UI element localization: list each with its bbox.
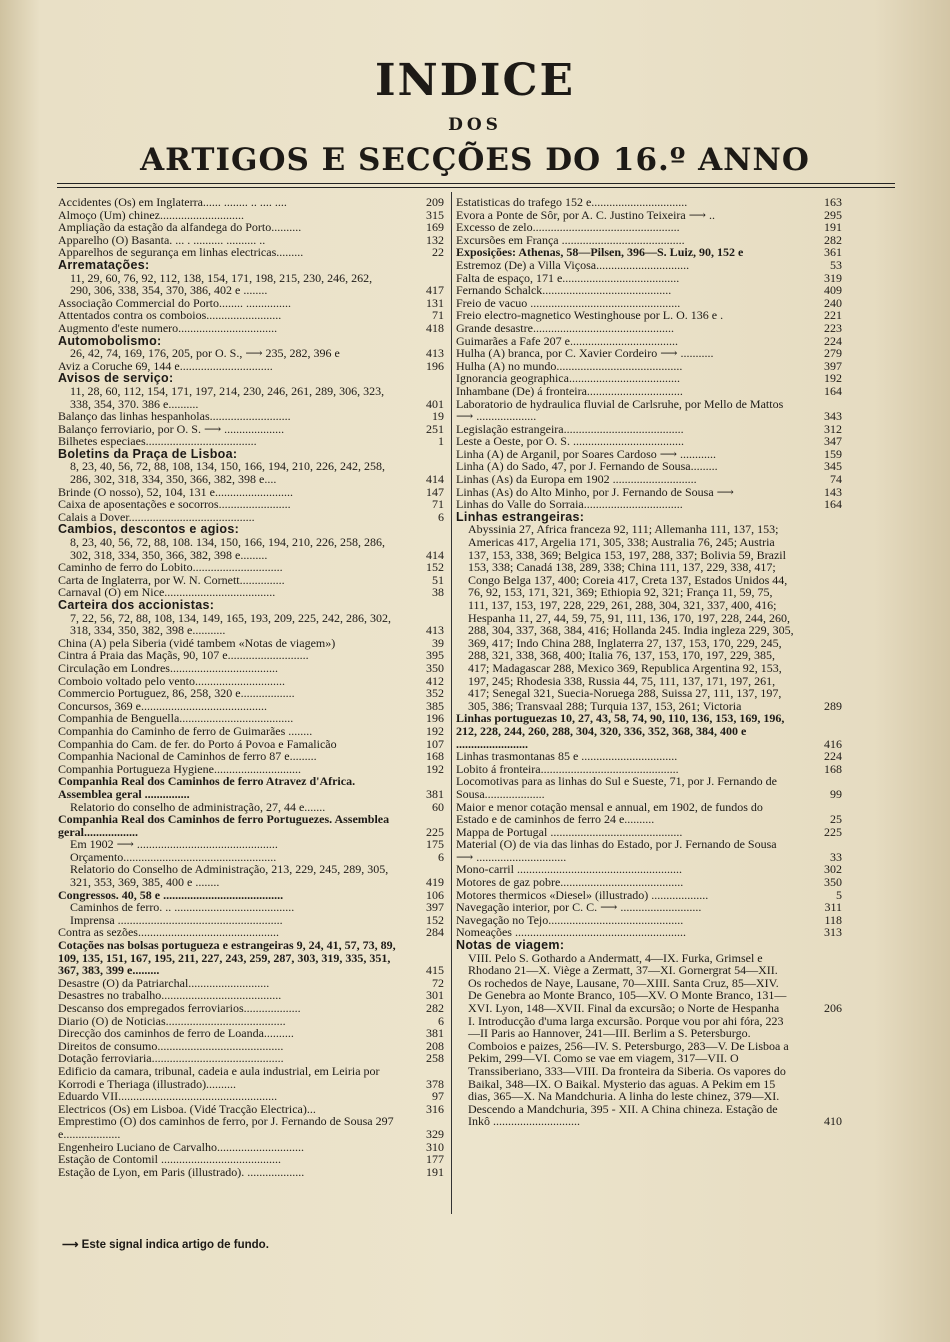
- index-entry-title: Balanço das linhas hespanholas...........................: [58, 409, 291, 424]
- index-entry-page: 191: [824, 220, 842, 235]
- index-entry: [58, 511, 444, 524]
- index-entry: [58, 1065, 444, 1090]
- index-entry-page: 310: [426, 1139, 444, 1154]
- index-entry-page: 412: [426, 673, 444, 688]
- index-entry-page: 72: [432, 975, 444, 990]
- index-entry-title: Estação de Contomil ........................................: [58, 1152, 281, 1167]
- index-entry: [456, 952, 842, 1015]
- index-entry-title: Hulha (A) branca, por C. Xavier Cordeiro ⟶ ...........: [456, 346, 714, 361]
- index-entry: [58, 612, 444, 637]
- index-entry-title: I. Introducção d'uma larga excursão. Porque vou por ahi fóra, 223—II Paris ao Hannover, 241—III. Berlim a S. Petersburgo. Comboios e paizes, 256—IV. S. Petersburgo, 283—V. De Lisboa a Pekim, 299—VI. Como se vae em viagem, 317—VII. O Transsiberiano, 333—VIII. Da fronteira da Siberia. Os vapores do Baikal, 348—IX. O Baikal. Mysterio das aguas. A Pekim em 15 dias, 365—X. Na Mandchuria. A linha do leste chinez, 379—XI. Descendo a Mandchuria, 395 - XII. A China chineza. Estação de Inkô .............................: [468, 1013, 789, 1129]
- index-entry-page: 192: [824, 371, 842, 386]
- index-entry-title: Contra as sezões...............................................: [58, 925, 279, 940]
- index-entry: [58, 246, 444, 259]
- index-entry-page: 414: [426, 547, 444, 562]
- index-entry-title: Linha (A) do Sado, 47, por J. Fernando de Sousa.........: [456, 459, 718, 474]
- index-entry-title: Evora a Ponte de Sôr, por A. C. Justino Teixeira ⟶ ..: [456, 207, 715, 222]
- index-entry-title: Descanso dos empregados ferroviarios...................: [58, 1001, 301, 1015]
- index-entry-title: Ampliação da estação da alfandega do Porto..........: [58, 220, 302, 235]
- index-entry-title: Legislação estrangeira........................................: [456, 421, 684, 436]
- index-entry-page: 164: [824, 383, 842, 398]
- index-entry-title: Companhia Real dos Caminhos de ferro Atravez d'Africa. Assemblea geral ...............: [58, 774, 356, 801]
- index-entry: [58, 586, 444, 599]
- index-entry-page: 225: [824, 824, 842, 839]
- index-entry-title: Augmento d'este numero.................................: [58, 320, 278, 335]
- index-entry-title: Estremoz (De) a Villa Viçosa...............................: [456, 257, 690, 272]
- index-entry-page: 397: [426, 900, 444, 915]
- index-section-heading: Cambios, descontos e agios:: [58, 522, 240, 537]
- index-entry-page: 284: [426, 925, 444, 940]
- index-entry-page: 192: [426, 723, 444, 738]
- index-entry-title: Navegação interior, por C. C. ⟶ ...........................: [456, 900, 702, 915]
- index-entry-page: 289: [824, 698, 842, 713]
- title-subtitle: ARTIGOS E SECÇÕES DO 16.º ANNO: [140, 142, 810, 178]
- index-entry-page: 168: [426, 749, 444, 764]
- index-entry-page: 225: [426, 824, 444, 839]
- index-entry-page: 106: [426, 887, 444, 902]
- index-entry-title: Aviz a Coruche 69, 144 e...............................: [58, 358, 273, 373]
- index-entry-page: 99: [830, 786, 842, 801]
- index-entry-page: 71: [432, 308, 444, 323]
- index-entry-page: 258: [426, 1051, 444, 1066]
- index-entry-page: 147: [426, 484, 444, 499]
- index-entry: [58, 863, 444, 888]
- index-entry-title: Direcção dos caminhos de ferro de Loanda..........: [58, 1026, 294, 1041]
- index-entry-page: 53: [830, 257, 842, 272]
- index-entry: [58, 272, 444, 297]
- index-entry-title: Bilhetes especiaes.....................................: [58, 434, 257, 449]
- index-entry-page: 163: [824, 195, 842, 209]
- index-entry: [456, 775, 842, 800]
- index-entry: [58, 939, 444, 977]
- index-entry-title: 11, 28, 60, 112, 154, 171, 197, 214, 230, 246, 261, 289, 306, 323, 338, 354, 370. 386 e..........: [70, 383, 385, 411]
- index-entry-title: Cotações nas bolsas portugueza e estrangeiras 9, 24, 41, 57, 73, 89, 109, 135, 151, 167, 195, 211, 227, 243, 259, 287, 303, 319, 335, 351, 367, 383, 399 e.........: [58, 938, 396, 978]
- index-entry-title: Diario (O) de Noticias........................................: [58, 1013, 286, 1028]
- index-entry-page: 107: [426, 736, 444, 751]
- index-entry-title: 26, 42, 74, 169, 176, 205, por O. S., ⟶ 235, 282, 396 e: [70, 346, 340, 361]
- index-entry-title: Exposições: Athenas, 58—Pilsen, 396—S. Luiz, 90, 152 e: [456, 245, 744, 260]
- index-entry-page: 152: [426, 912, 444, 927]
- index-entry-title: Desastres no trabalho........................................: [58, 988, 282, 1003]
- index-entry-page: 223: [824, 320, 842, 335]
- index-entry-title: Caixa de aposentações e socorros........................: [58, 497, 291, 512]
- index-entry: [58, 360, 444, 373]
- index-entry: [456, 498, 842, 511]
- index-entry-page: 71: [432, 497, 444, 512]
- index-section-heading: Carteira dos accionistas:: [58, 598, 215, 612]
- index-entry-title: Cintra á Praia das Maçãs, 90, 107 e...........................: [58, 648, 309, 663]
- title-dos: DOS: [448, 115, 502, 135]
- index-entry: [456, 398, 842, 423]
- index-entry-page: 60: [432, 799, 444, 814]
- index-entry-page: 301: [426, 988, 444, 1003]
- index-entry-page: 416: [824, 736, 842, 751]
- index-entry-page: 221: [824, 308, 842, 323]
- index-entry-page: 352: [426, 686, 444, 701]
- index-entry-page: 192: [426, 761, 444, 776]
- index-entry-page: 381: [426, 1026, 444, 1041]
- index-entry-page: 191: [426, 1164, 444, 1179]
- index-entry-page: 33: [830, 849, 842, 864]
- index-entry: [456, 926, 842, 939]
- index-entry-page: 6: [438, 509, 444, 524]
- index-entry-title: Linhas portuguezas 10, 27, 43, 58, 74, 90, 110, 136, 153, 169, 196, 212, 228, 244, 260, 288, 304, 320, 336, 352, 368, 384, 400 e ........................: [456, 711, 785, 751]
- index-entry: [456, 712, 842, 750]
- index-entry-title: Brinde (O nosso), 52, 104, 131 e..........................: [58, 484, 293, 499]
- index-entry-title: Freio electro-magnetico Westinghouse por L. O. 136 e .: [456, 308, 724, 323]
- index-entry-page: 168: [824, 761, 842, 776]
- index-entry-page: 279: [824, 346, 842, 361]
- index-entry-title: Nomeações .........................................................: [456, 925, 686, 940]
- index-entry: [58, 1115, 444, 1140]
- index-entry-page: 118: [824, 912, 842, 927]
- index-entry-page: 25: [830, 812, 842, 827]
- index-entry-title: Mappa de Portugal ............................................: [456, 824, 683, 839]
- index-entry-page: 343: [824, 409, 842, 424]
- index-entry-title: Concursos, 369 e..........................................: [58, 698, 267, 713]
- index-entry-title: Grande desastre...............................................: [456, 320, 674, 335]
- index-section-heading: Notas de viagem:: [456, 938, 565, 953]
- index-entry-title: Caminhos de ferro. .. ........................................: [70, 900, 295, 915]
- header-rule-thin: [57, 187, 895, 188]
- index-column-left: [58, 196, 444, 1178]
- index-entry-title: Circulação em Londres....................................: [58, 660, 278, 675]
- index-entry-page: 350: [824, 875, 842, 890]
- index-entry-title: Electricos (Os) em Lisboa. (Vidé Tracção Electrica)...: [58, 1101, 316, 1116]
- index-entry-title: Motores de gaz pobre.........................................: [456, 875, 684, 890]
- index-entry-title: Balanço ferroviario, por O. S. ⟶ ....................: [58, 421, 285, 436]
- index-entry: [58, 1166, 444, 1179]
- index-entry-title: Carnaval (O) em Nice.....................................: [58, 585, 276, 600]
- index-entry-title: Estação de Lyon, em Paris (illustrado). ...................: [58, 1164, 305, 1179]
- index-section-heading: Avisos de serviço:: [58, 371, 174, 386]
- index-entry-title: Companhia Portugueza Hygiene.............................: [58, 761, 301, 776]
- index-entry: [58, 322, 444, 335]
- index-entry-title: Abyssinia 27, Africa franceza 92, 111; Allemanha 111, 137, 153; Americas 417, Argelia 171, 305, 338; Australia 76, 245; Austria 137, 153, 338, 369; Belgica 153, 197, 288, 337; Bolivia 59, Brazil 153, 338; Canadá 138, 289, 338; China 111, 137, 229, 338, 417; Congo Belga 137, 400; Coreia 417, Creta 137, Estados Unidos 44, 76, 92, 153, 171, 321, 369; Ethiopia 92, 321; França 11, 59, 75, 111, 137, 153, 197, 228, 229, 261, 288, 304, 321, 337, 400, 416; Hespanha 11, 27, 44, 59, 75, 91, 111, 136, 170, 197, 228, 244, 260, 288, 304, 337, 368, 384, 416; Hollanda 245. India ingleza 229, 305, 369, 417; Indo China 288, Inglaterra 27, 137, 153, 170, 229, 245, 288, 321, 338, 368, 400; Italia 76, 137, 153, 170, 197, 229, 385, 417; Madagascar 288, Mexico 369, Republica Argentina 92, 153, 197, 245; Rhodesia 338, Russia 44, 75, 111, 137, 171, 197, 261, 417; Senegal 321, Suecia-Noruega 288, Suissa 27, 111, 137, 197, 305, 386; Transvaal 288; Turquia 137, 153, 261; Victoria: [468, 522, 794, 713]
- index-entry-page: 413: [426, 346, 444, 361]
- index-entry-page: 152: [426, 560, 444, 575]
- index-entry: [58, 460, 444, 485]
- index-entry-title: Linhas trasmontanas 85 e ................................: [456, 749, 678, 764]
- index-entry-title: Imprensa .......................................................: [70, 912, 283, 927]
- index-entry-title: Commercio Portuguez, 86, 258, 320 e..................: [58, 686, 295, 701]
- index-entry-page: 315: [426, 207, 444, 222]
- index-entry-page: 378: [426, 1076, 444, 1091]
- index-entry-title: Accidentes (Os) em Inglaterra...... ........ .. .... ....: [58, 195, 287, 209]
- index-entry-title: Estatisticas do trafego 152 e................................: [456, 195, 688, 209]
- index-entry-page: 419: [426, 875, 444, 890]
- index-entry-title: Ignorancia geographica.....................................: [456, 371, 680, 386]
- index-entry: [58, 813, 444, 838]
- index-entry-page: 39: [432, 635, 444, 650]
- index-entry-title: Maior e menor cotação mensal e annual, em 1902, de fundos do Estado e de caminhos de ferro 24 e..........: [456, 799, 763, 827]
- index-section-heading: Automobolismo:: [58, 333, 162, 348]
- index-entry-page: 311: [824, 900, 842, 915]
- index-entry: [58, 385, 444, 410]
- index-entry-page: 208: [426, 1038, 444, 1053]
- index-entry-page: 175: [426, 837, 444, 852]
- index-entry-title: Companhia do Cam. de fer. do Porto á Povoa e Famalicão: [58, 736, 337, 751]
- index-entry-page: 409: [824, 283, 842, 298]
- index-entry-title: Guimarães a Fafe 207 e....................................: [456, 333, 678, 348]
- index-entry-title: Companhia do Caminho de ferro de Guimarães ........: [58, 723, 313, 738]
- index-entry-title: Orçamento...................................................: [70, 849, 277, 864]
- index-section-heading: Linhas estrangeiras:: [456, 509, 585, 524]
- index-entry-title: Navegação no Tejo.............................................: [456, 912, 684, 927]
- index-entry-page: 97: [432, 1089, 444, 1104]
- index-entry-title: Falta de espaço, 171 e.......................................: [456, 270, 680, 285]
- index-entry-title: Congressos. 40, 58 e ........................................: [58, 887, 284, 902]
- index-entry-page: 401: [426, 396, 444, 411]
- index-entry-page: 169: [426, 220, 444, 235]
- index-entry-page: 5: [836, 887, 842, 902]
- index-entry: [456, 838, 842, 863]
- index-entry-title: Emprestimo (O) dos caminhos de ferro, por J. Fernando de Sousa 297 e...................: [58, 1114, 394, 1141]
- index-entry-page: 51: [432, 572, 444, 587]
- index-entry-page: 385: [426, 698, 444, 713]
- index-entry-title: Lobito á fronteira..............................................: [456, 761, 679, 776]
- index-entry-title: Excursões em França .........................................: [456, 232, 685, 247]
- index-entry-title: Caminho de ferro do Lobito..............................: [58, 560, 283, 575]
- index-entry-title: Dotação ferroviaria............................................: [58, 1051, 284, 1066]
- index-entry-page: 345: [824, 459, 842, 474]
- index-entry-title: Engenheiro Luciano de Carvalho.............................: [58, 1139, 304, 1154]
- index-entry-title: Linhas do Valle do Sorraia.................................: [456, 497, 683, 512]
- index-section-heading: Boletins da Praça de Lisboa:: [58, 446, 238, 461]
- index-entry-page: 295: [824, 207, 842, 222]
- index-entry-title: Linha (A) de Arganil, por Soares Cardoso ⟶ ............: [456, 446, 716, 461]
- index-entry: [58, 435, 444, 448]
- index-entry-title: Laboratorio de hydraulica fluvial de Carlsruhe, por Mello de Mattos ⟶ ....................: [456, 396, 784, 424]
- index-entry-title: Attentados contra os comboios.........................: [58, 308, 282, 323]
- index-entry-page: 350: [426, 660, 444, 675]
- index-entry-page: 361: [824, 245, 842, 260]
- column-divider: [451, 192, 452, 1214]
- index-entry-page: 410: [824, 1114, 842, 1129]
- index-entry-page: 132: [426, 232, 444, 247]
- index-entry-title: Apparelho (O) Basanta. ... . .......... .......... ..: [58, 232, 266, 247]
- index-entry-title: Relatorio do conselho de administração, 27, 44 e.......: [70, 799, 326, 814]
- index-entry-title: Eduardo VII.....................................................: [58, 1089, 278, 1104]
- index-entry-page: 143: [824, 484, 842, 499]
- index-entry-title: China (A) pela Siberia (vidé tambem «Notas de viagem»): [58, 635, 336, 650]
- index-entry-page: 381: [426, 786, 444, 801]
- index-entry-title: Almoço (Um) chinez............................: [58, 207, 244, 222]
- index-entry-title: Companhia Real dos Caminhos de ferro Portuguezes. Assemblea geral..................: [58, 812, 390, 839]
- index-entry-title: Comboio voltado pelo vento..............................: [58, 673, 285, 688]
- index-entry-page: 316: [426, 1101, 444, 1116]
- index-entry-title: 11, 29, 60, 76, 92, 112, 138, 154, 171, 198, 215, 230, 246, 262, 290, 306, 338, 354, 370, 386, 402 e ........: [70, 270, 373, 298]
- index-entry-page: 19: [432, 409, 444, 424]
- index-column-right: [456, 196, 842, 1128]
- index-entry-title: Locomotivas para as linhas do Sul e Sueste, 71, por J. Fernando de Sousa....................: [456, 774, 777, 801]
- index-entry-page: 22: [432, 245, 444, 260]
- index-entry-page: 131: [426, 295, 444, 310]
- footnote: ⟶ Este signal indica artigo de fundo.: [62, 1239, 269, 1251]
- index-entry-title: Em 1902 ⟶ ...............................................: [70, 837, 278, 852]
- index-entry-page: 224: [824, 333, 842, 348]
- index-entry: [456, 523, 842, 712]
- index-entry-page: 413: [426, 623, 444, 638]
- index-entry-page: 397: [824, 358, 842, 373]
- index-entry-page: 313: [824, 925, 842, 940]
- index-entry-title: Mono-carril .......................................................: [456, 862, 682, 877]
- index-section-heading: Arrematações:: [58, 257, 150, 272]
- index-entry-page: 395: [426, 648, 444, 663]
- index-entry-title: Hulha (A) no mundo..........................................: [456, 358, 683, 373]
- header-rule: [57, 183, 895, 184]
- index-entry-page: 196: [426, 358, 444, 373]
- index-entry-title: 7, 22, 56, 72, 88, 108, 134, 149, 165, 193, 209, 225, 242, 286, 302, 318, 334, 350, 382, 398 e...........: [70, 610, 391, 638]
- index-entry-page: 251: [426, 421, 444, 436]
- index-entry: [456, 1015, 842, 1128]
- index-entry-page: 415: [426, 963, 444, 978]
- index-entry-title: Fernando Schalck...........................................: [456, 283, 672, 298]
- index-entry-title: Inhambane (De) á fronteira................................: [456, 383, 683, 398]
- index-entry-title: Relatorio do Conselho de Administração, 213, 229, 245, 289, 305, 321, 353, 369, 385, 400 e ........: [70, 862, 389, 890]
- index-entry-page: 302: [824, 862, 842, 877]
- index-entry-page: 224: [824, 749, 842, 764]
- index-entry-page: 282: [426, 1001, 444, 1015]
- index-entry-title: Companhia Nacional de Caminhos de ferro 87 e.........: [58, 749, 317, 764]
- index-entry-page: 74: [830, 472, 842, 487]
- index-entry-title: Freio de vacuo ..................................................: [456, 295, 681, 310]
- index-entry-title: 8, 23, 40, 56, 72, 88, 108, 134, 150, 166, 194, 210, 226, 242, 258, 286, 302, 318, 334, 350, 366, 382, 398 e....: [70, 459, 385, 487]
- index-entry-page: 177: [426, 1152, 444, 1167]
- title-indice: INDICE: [374, 55, 576, 106]
- index-entry-page: 347: [824, 434, 842, 449]
- index-entry: [456, 801, 842, 826]
- index-entry: [58, 536, 444, 561]
- index-entry-title: Edificio da camara, tribunal, cadeia e aula industrial, em Leiria por Korrodi e Theriaga (illustrado)..........: [58, 1063, 380, 1091]
- index-entry-title: VIII. Pelo S. Gothardo a Andermatt, 4—IX. Furka, Grimsel e Rhodano 21—X. Viège a Zermatt, 37—XI. Gornergrat 54—XII. Os rochedos de Naye, Lausane, 70—XIII. Santa Cruz, 85—XIV. De Genebra ao Monte Branco, 105—XV. O Monte Branco, 131—XVI. Lyon, 148—XVII. Final da excursão; o Norte de Hespanha: [468, 950, 787, 1015]
- index-entry-page: 282: [824, 232, 842, 247]
- index-entry-title: Motores thermicos «Diesel» (illustrado) ...................: [456, 887, 709, 902]
- index-entry-title: Companhia de Benguella......................................: [58, 711, 294, 726]
- index-entry-page: 312: [824, 421, 842, 436]
- index-entry-page: 164: [824, 497, 842, 512]
- index-entry-title: Linhas (As) do Alto Minho, por J. Fernando de Sousa ⟶: [456, 484, 734, 499]
- index-entry-page: 417: [426, 283, 444, 298]
- index-entry-page: 6: [438, 849, 444, 864]
- index-entry-title: Apparelhos de segurança em linhas electricas.........: [58, 245, 304, 260]
- index-entry-title: Linhas (As) da Europa em 1902 ............................: [456, 472, 697, 487]
- index-entry-title: Carta de Inglaterra, por W. N. Cornett...............: [58, 572, 285, 587]
- index-entry-page: 38: [432, 585, 444, 600]
- index-entry-title: Material (O) de via das linhas do Estado, por J. Fernando de Sousa ⟶ ..............................: [456, 837, 777, 864]
- index-entry-title: Calais a Dover..........................................: [58, 509, 255, 524]
- index-entry-title: Excesso de zelo.................................................: [456, 220, 680, 235]
- index-entry-page: 159: [824, 446, 842, 461]
- index-entry-title: Leste a Oeste, por O. S. .....................................: [456, 434, 684, 449]
- index-entry-page: 418: [426, 320, 444, 335]
- index-entry-title: Associação Commercial do Porto........ ...............: [58, 295, 291, 310]
- index-entry-title: Desastre (O) da Patriarchal...........................: [58, 975, 270, 990]
- index-entry-page: 209: [426, 195, 444, 209]
- index-entry-page: 414: [426, 472, 444, 487]
- index-entry-page: 6: [438, 1013, 444, 1028]
- index-entry-title: Direitos de consumo..........................................: [58, 1038, 284, 1053]
- index-entry-page: 240: [824, 295, 842, 310]
- index-entry-page: 206: [824, 1001, 842, 1015]
- index-entry-title: 8, 23, 40, 56, 72, 88, 108. 134, 150, 166, 194, 210, 226, 258, 286, 302, 318, 334, 350, 366, 382, 398 e.........: [70, 535, 385, 562]
- index-entry-page: 329: [426, 1126, 444, 1141]
- index-entry-page: 1: [438, 434, 444, 449]
- index-entry-page: 196: [426, 711, 444, 726]
- index-entry: [58, 775, 444, 800]
- index-entry-page: 319: [824, 270, 842, 285]
